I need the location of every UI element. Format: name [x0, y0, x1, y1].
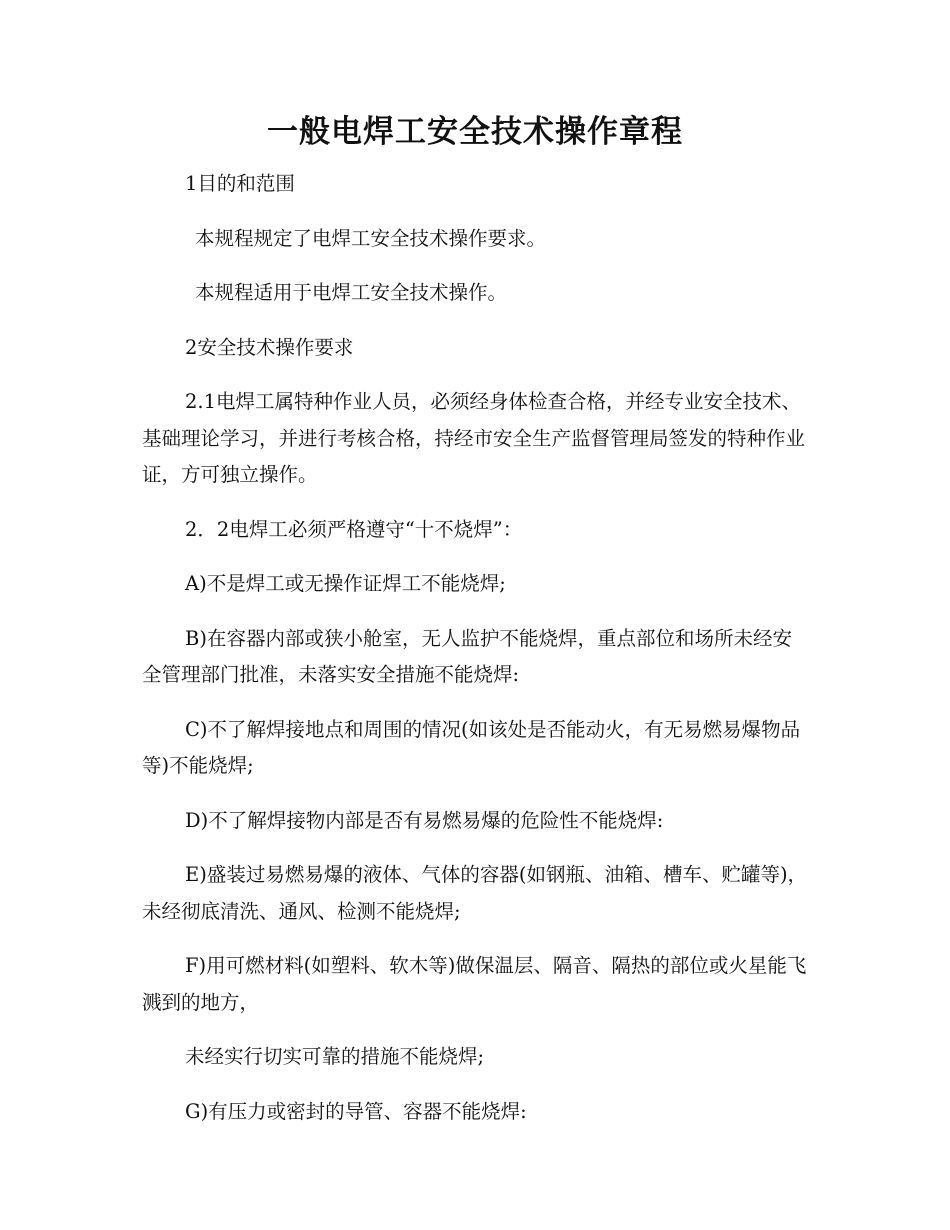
rule-item-f-continuation: 未经实行切实可靠的措施不能烧焊;: [185, 1045, 485, 1068]
document-body: [142, 166, 808, 1130]
paragraph-2-1: 2.1电焊工属特种作业人员，必须经身体检查合格，并经专业安全技术、基础理论学习，并进行考核合格，持经市安全生产监督管理局签发的特种作业证，方可独立操作。: [142, 390, 806, 486]
rule-item-b: B)在容器内部或狭小舱室，无人监护不能烧焊，重点部位和场所未经安全管理部门批准，未落实安全措施不能烧焊:: [142, 626, 792, 686]
rule-item-a: A)不是焊工或无操作证焊工不能烧焊;: [185, 572, 506, 595]
section-heading-1: 1目的和范围: [185, 172, 295, 195]
rule-item-g: G)有压力或密封的导管、容器不能烧焊:: [185, 1099, 527, 1123]
rule-item-e: E)盛装过易燃易爆的液体、气体的容器(如钢瓶、油箱、槽车、贮罐等)，未经彻底清洗、通风、检测不能烧焊;: [142, 863, 808, 923]
rule-item-f: F)用可燃材料(如塑料、软木等)做保温层、隔音、隔热的部位或火星能飞溅到的地方，: [142, 954, 807, 1014]
section-heading-2: 2安全技术操作要求: [185, 335, 354, 359]
paragraph-scope-1: 本规程规定了电焊工安全技术操作要求。: [195, 226, 547, 250]
rule-item-d: D)不了解焊接物内部是否有易燃易爆的危险性不能烧焊:: [185, 808, 664, 832]
paragraph-scope-2: 本规程适用于电焊工安全技术操作。: [195, 281, 508, 304]
rule-item-c: C)不了解焊接地点和周围的情况(如该处是否能动火，有无易燃易爆物品等)不能烧焊;: [142, 717, 801, 777]
paragraph-2-2: 2．2电焊工必须严格遵守“十不烧焊”：: [185, 517, 523, 541]
document-title: 一般电焊工安全技术操作章程: [267, 114, 683, 150]
